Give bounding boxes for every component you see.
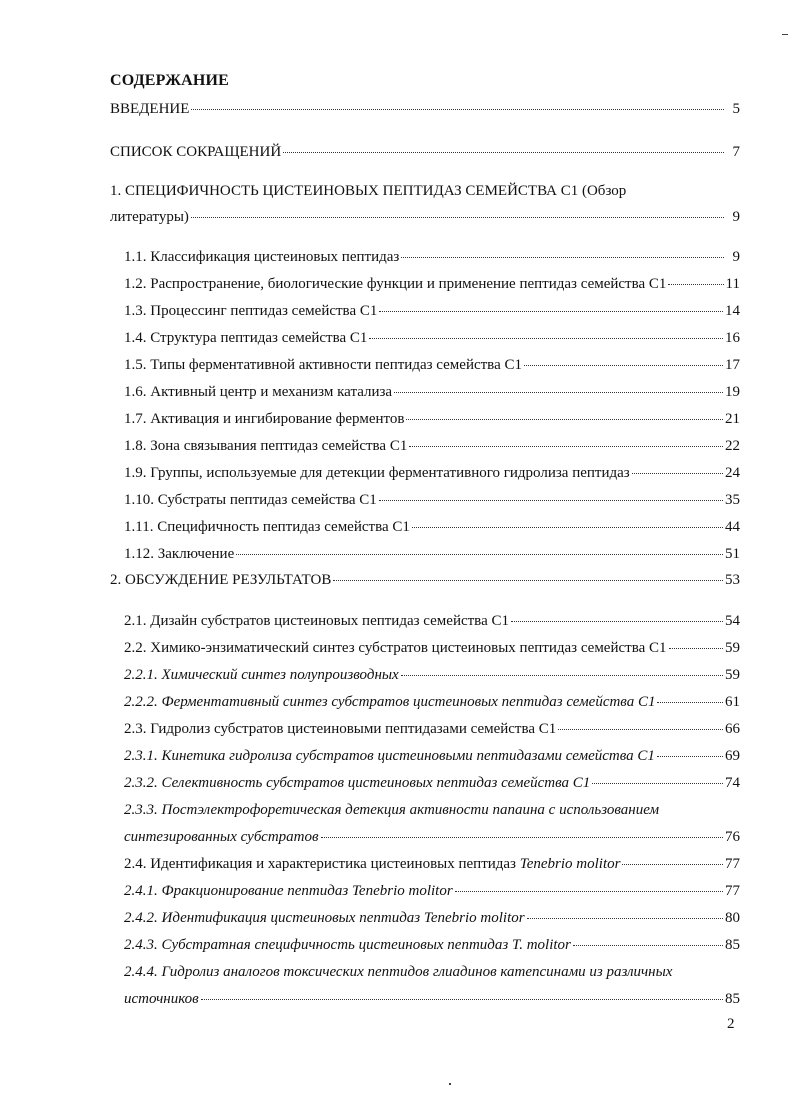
toc-entry-label: ВВЕДЕНИЕ [110,101,190,117]
toc-entry-label: 2.1. Дизайн субстратов цистеиновых пептидаз семейства С1 [124,613,509,629]
toc-entry-page: 59 [725,640,740,656]
toc-entry-2-4-1[interactable] [124,882,740,900]
dot-leader [321,837,724,838]
toc-entry-label: 1.12. Заключение [124,546,235,562]
toc-entry-label: 1.5. Типы ферментативной активности пептидаз семейства С1 [124,357,522,373]
toc-entry-2-2[interactable] [124,639,740,657]
toc-entry-label: 1.11. Специфичность пептидаз семейства С1 [124,519,410,535]
toc-entry-label: синтезированных субстратов [124,829,319,845]
toc-entry-label: 1.10. Субстраты пептидаз семейства С1 [124,492,377,508]
dot-leader [592,783,723,784]
toc-entry-page: 22 [725,438,740,454]
toc-entry-introduction[interactable] [110,100,740,118]
toc-entry-page: 19 [725,384,740,400]
toc-entry-page: 85 [725,937,740,953]
toc-entry-page: 5 [732,101,740,117]
toc-entry-page: 80 [725,910,740,926]
toc-entry-page: 7 [732,144,740,160]
toc-entry-1-10[interactable] [124,491,740,509]
toc-entry-2-3-3[interactable] [124,828,740,846]
toc-entry-label: 2.4.2. Идентификация цистеиновых пептидаз Tenebrio molitor [124,910,525,926]
toc-entry-label: 2.2.1. Химический синтез полупроизводных [124,667,399,683]
scan-dot [449,1083,451,1085]
dot-leader [455,891,723,892]
toc-entry-page: 14 [725,303,740,319]
dot-leader [401,257,724,258]
dot-leader [379,500,723,501]
dot-leader [191,217,724,218]
toc-entry-page: 16 [725,330,740,346]
toc-entry-label-text: 2.4. Идентификация и характеристика цистеиновых пептидаз [124,856,520,872]
dot-leader [669,648,723,649]
toc-entry-label: 2.2. Химико-энзиматический синтез субстратов цистеиновых пептидаз семейства С1 [124,640,667,656]
toc-entry-2-3-3-line1[interactable]: 2.3.3. Постэлектрофоретическая детекция активности папаина с использованием [124,802,660,818]
dot-leader [668,284,723,285]
toc-entry-page: 17 [725,357,740,373]
dot-leader [511,621,723,622]
toc-entry-1-4[interactable] [124,329,740,347]
dot-leader [369,338,723,339]
toc-entry-label: 1.6. Активный центр и механизм катализа [124,384,393,400]
toc-entry-2-2-2[interactable] [124,693,740,711]
toc-entry-label: 1.8. Зона связывания пептидаз семейства С1 [124,438,408,454]
toc-entry-2-3-2[interactable] [124,774,740,792]
toc-entry-label: 2.3. Гидролиз субстратов цистеиновыми пептидазами семейства С1 [124,721,557,737]
toc-entry-abbreviations[interactable] [110,143,740,161]
toc-entry-label: 2.2.2. Ферментативный синтез субстратов цистеиновых пептидаз семейства С1 [124,694,656,710]
toc-entry-page: 9 [732,249,740,265]
toc-entry-chapter-1-line1[interactable]: 1. СПЕЦИФИЧНОСТЬ ЦИСТЕИНОВЫХ ПЕПТИДАЗ СЕМЕЙСТВА С1 (Обзор [110,183,627,199]
dot-leader [622,864,723,865]
toc-entry-page: 59 [725,667,740,683]
toc-entry-1-9[interactable] [124,464,740,482]
dot-leader [558,729,723,730]
toc-entry-page: 35 [725,492,740,508]
dot-leader [394,392,723,393]
toc-entry-label [124,855,620,873]
toc-entry-2-4-4-line1[interactable]: 2.4.4. Гидролиз аналогов токсических пептидов глиадинов катепсинами из различных [124,964,673,980]
toc-entry-page: 54 [725,613,740,629]
toc-entry-1-11[interactable] [124,518,740,536]
toc-entry-label: 2.3.2. Селективность субстратов цистеиновых пептидаз семейства С1 [124,775,591,791]
toc-entry-label: 1.2. Распространение, биологические функции и применение пептидаз семейства С1 [124,276,667,292]
toc-entry-2-3-1[interactable] [124,747,740,765]
scan-mark [782,34,788,35]
dot-leader [657,756,723,757]
species-name: Tenebrio molitor [519,856,621,872]
page-title: СОДЕРЖАНИЕ [110,72,230,89]
toc-entry-page: 77 [725,883,740,899]
toc-entry-page: 51 [725,546,740,562]
toc-entry-2-4-2[interactable] [124,909,740,927]
toc-entry-label: 1.9. Группы, используемые для детекции ферментативного гидролиза пептидаз [124,465,630,481]
toc-entry-1-6[interactable] [124,383,740,401]
dot-leader [632,473,723,474]
toc-entry-1-1[interactable] [124,248,740,266]
toc-entry-page: 74 [725,775,740,791]
dot-leader [527,918,723,919]
toc-entry-label: СПИСОК СОКРАЩЕНИЙ [110,144,282,160]
toc-entry-page: 44 [725,519,740,535]
toc-entry-1-5[interactable] [124,356,740,374]
toc-entry-page: 85 [725,991,740,1007]
dot-leader [412,527,723,528]
toc-entry-label: 2.3.1. Кинетика гидролиза субстратов цистеиновыми пептидазами семейства С1 [124,748,655,764]
toc-entry-2-3[interactable] [124,720,740,738]
toc-entry-page: 61 [725,694,740,710]
dot-leader [201,999,723,1000]
dot-leader [524,365,723,366]
dot-leader [283,152,724,153]
toc-entry-page: 69 [725,748,740,764]
toc-entry-1-12[interactable] [124,545,740,563]
toc-entry-page: 77 [725,856,740,872]
toc-entry-page: 53 [725,572,740,588]
dot-leader [191,109,724,110]
toc-entry-chapter-2[interactable] [110,571,740,589]
toc-entry-label: 1.3. Процессинг пептидаз семейства С1 [124,303,378,319]
toc-entry-2-4-4[interactable] [124,990,740,1008]
dot-leader [401,675,723,676]
toc-entry-label: 1.4. Структура пептидаз семейства С1 [124,330,368,346]
toc-entry-page: 9 [732,209,740,225]
page-number: 2 [727,1016,735,1032]
toc-entry-page: 24 [725,465,740,481]
toc-entry-2-2-1[interactable] [124,666,740,684]
toc-entry-1-7[interactable] [124,410,740,428]
dot-leader [333,580,723,581]
toc-entry-chapter-1[interactable] [110,208,740,226]
toc-entry-2-4[interactable] [124,855,740,873]
toc-entry-label: литературы) [110,209,189,225]
toc-entry-2-1[interactable] [124,612,740,630]
dot-leader [573,945,723,946]
dot-leader [657,702,723,703]
toc-entry-page: 11 [725,276,740,292]
toc-entry-label: 2. ОБСУЖДЕНИЕ РЕЗУЛЬТАТОВ [110,572,332,588]
toc-entry-2-4-3[interactable] [124,936,740,954]
toc-entry-label: 2.4.3. Субстратная специфичность цистеиновых пептидаз T. molitor [124,937,571,953]
toc-entry-label: 1.1. Классификация цистеиновых пептидаз [124,249,400,265]
dot-leader [236,554,723,555]
toc-entry-1-2[interactable] [124,275,740,293]
toc-entry-page: 21 [725,411,740,427]
toc-entry-1-8[interactable] [124,437,740,455]
dot-leader [379,311,723,312]
toc-entry-page: 66 [725,721,740,737]
toc-entry-label: 2.4.1. Фракционирование пептидаз Tenebrio molitor [124,883,453,899]
toc-entry-page: 76 [725,829,740,845]
dot-leader [409,446,723,447]
toc-entry-label: источников [124,991,199,1007]
dot-leader [406,419,723,420]
toc-entry-1-3[interactable] [124,302,740,320]
toc-entry-label: 1.7. Активация и ингибирование ферментов [124,411,405,427]
